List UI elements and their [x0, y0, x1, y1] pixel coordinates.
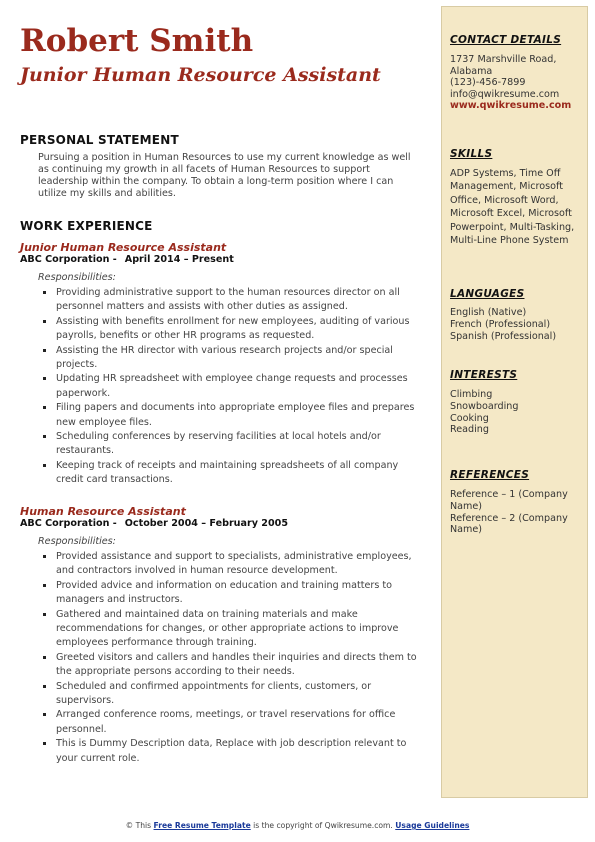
- list-item: Reading: [450, 424, 489, 436]
- list-item: Arranged conference rooms, meetings, or travel reservations for office personnel.: [56, 708, 425, 737]
- list-item: Scheduling conferences by reserving facilities at local hotels and/or restaurants.: [56, 430, 425, 459]
- copyright-footer: [0, 821, 595, 830]
- free-resume-template-link[interactable]: Free Resume Template: [153, 821, 251, 830]
- list-item: This is Dummy Description data, Replace with job description relevant to your current role.: [56, 737, 425, 766]
- references-list: [450, 489, 585, 536]
- contact-website-link[interactable]: www.qwikresume.com: [450, 100, 572, 111]
- list-item: French (Professional): [450, 319, 551, 330]
- list-item: Reference – 1 (Company Name): [450, 489, 568, 512]
- resume-header: [20, 22, 420, 88]
- responsibilities-list: [56, 286, 425, 488]
- list-item: Provided advice and information on education and training matters to managers and instructors.: [56, 579, 425, 608]
- sidebar: [441, 6, 588, 798]
- job-dates: April 2014 – Present: [124, 254, 234, 265]
- list-item: Snowboarding: [450, 400, 519, 412]
- contact-details: [450, 54, 585, 112]
- job-company: ABC Corporation -: [20, 254, 117, 265]
- responsibilities-label: Responsibilities:: [38, 272, 116, 283]
- candidate-title: Junior Human Resource Assistant: [20, 64, 381, 86]
- job-company: ABC Corporation -: [20, 518, 117, 529]
- skills-text: ADP Systems, Time Off Management, Microsoft Office, Microsoft Word, Microsoft Excel, Microsoft Powerpoint, Multi-Tasking, Multi-Line Phone System: [450, 168, 575, 247]
- contact-address: 1737 Marshville Road, Alabama: [450, 54, 557, 77]
- references-heading: REFERENCES: [450, 469, 530, 481]
- personal-statement-heading: PERSONAL STATEMENT: [20, 133, 179, 147]
- list-item: English (Native): [450, 307, 527, 318]
- list-item: Reference – 2 (Company Name): [450, 512, 568, 536]
- list-item: Filing papers and documents into appropriate employee files and prepares new employee files.: [56, 401, 425, 430]
- list-item: Updating HR spreadsheet with employee change requests and processes paperwork.: [56, 372, 425, 401]
- languages-heading: LANGUAGES: [450, 288, 525, 300]
- list-item: Providing administrative support to the human resources director on all personnel matters and assists with other duties as assigned.: [56, 286, 425, 315]
- job-title: Human Resource Assistant: [20, 505, 186, 518]
- languages-list: [450, 307, 585, 343]
- footer-prefix: © This: [125, 821, 152, 830]
- list-item: Keeping track of receipts and maintaining spreadsheets of all company credit card transactions.: [56, 459, 425, 488]
- job-company-line: [20, 254, 425, 266]
- job-title: Junior Human Resource Assistant: [20, 241, 227, 254]
- responsibilities-list: [56, 550, 425, 766]
- work-experience-heading: WORK EXPERIENCE: [20, 219, 153, 233]
- candidate-name: Robert Smith: [20, 23, 254, 59]
- job-company-line: [20, 518, 425, 530]
- list-item: Cooking: [450, 412, 489, 424]
- usage-guidelines-link[interactable]: Usage Guidelines: [395, 821, 470, 830]
- list-item: Assisting with benefits enrollment for new employees, auditing of various payrolls, benefits or other HR programs as requested.: [56, 315, 425, 344]
- job-entry-1: [20, 241, 425, 488]
- contact-phone: (123)-456-7899: [450, 77, 526, 88]
- list-item: Gathered and maintained data on training materials and make recommendations for changes, or other appropriate actions to improve employees performance through training.: [56, 608, 425, 651]
- job-entry-2: [20, 505, 425, 766]
- list-item: Provided assistance and support to specialists, administrative employees, and contractors involved in human resource development.: [56, 550, 425, 579]
- responsibilities-label: Responsibilities:: [38, 536, 116, 547]
- personal-statement-text: Pursuing a position in Human Resources to use my current knowledge as well as continuing my growth in all facets of Human Resources to support leadership within the company. To obtain a long-term position where I can utilize my skills and abilities.: [38, 152, 411, 199]
- contact-email[interactable]: info@qwikresume.com: [450, 88, 560, 100]
- skills-heading: SKILLS: [450, 148, 493, 160]
- contact-heading: CONTACT DETAILS: [450, 34, 562, 46]
- job-dates: October 2004 – February 2005: [124, 518, 289, 529]
- footer-middle: is the copyright of Qwikresume.com.: [253, 821, 393, 830]
- list-item: Scheduled and confirmed appointments for clients, customers, or supervisors.: [56, 680, 425, 709]
- interests-list: [450, 389, 585, 436]
- list-item: Spanish (Professional): [450, 331, 557, 342]
- list-item: Climbing: [450, 389, 493, 400]
- list-item: Greeted visitors and callers and handles their inquiries and directs them to the appropriate persons according to their needs.: [56, 651, 425, 680]
- interests-heading: INTERESTS: [450, 369, 518, 381]
- list-item: Assisting the HR director with various research projects and/or special projects.: [56, 344, 425, 373]
